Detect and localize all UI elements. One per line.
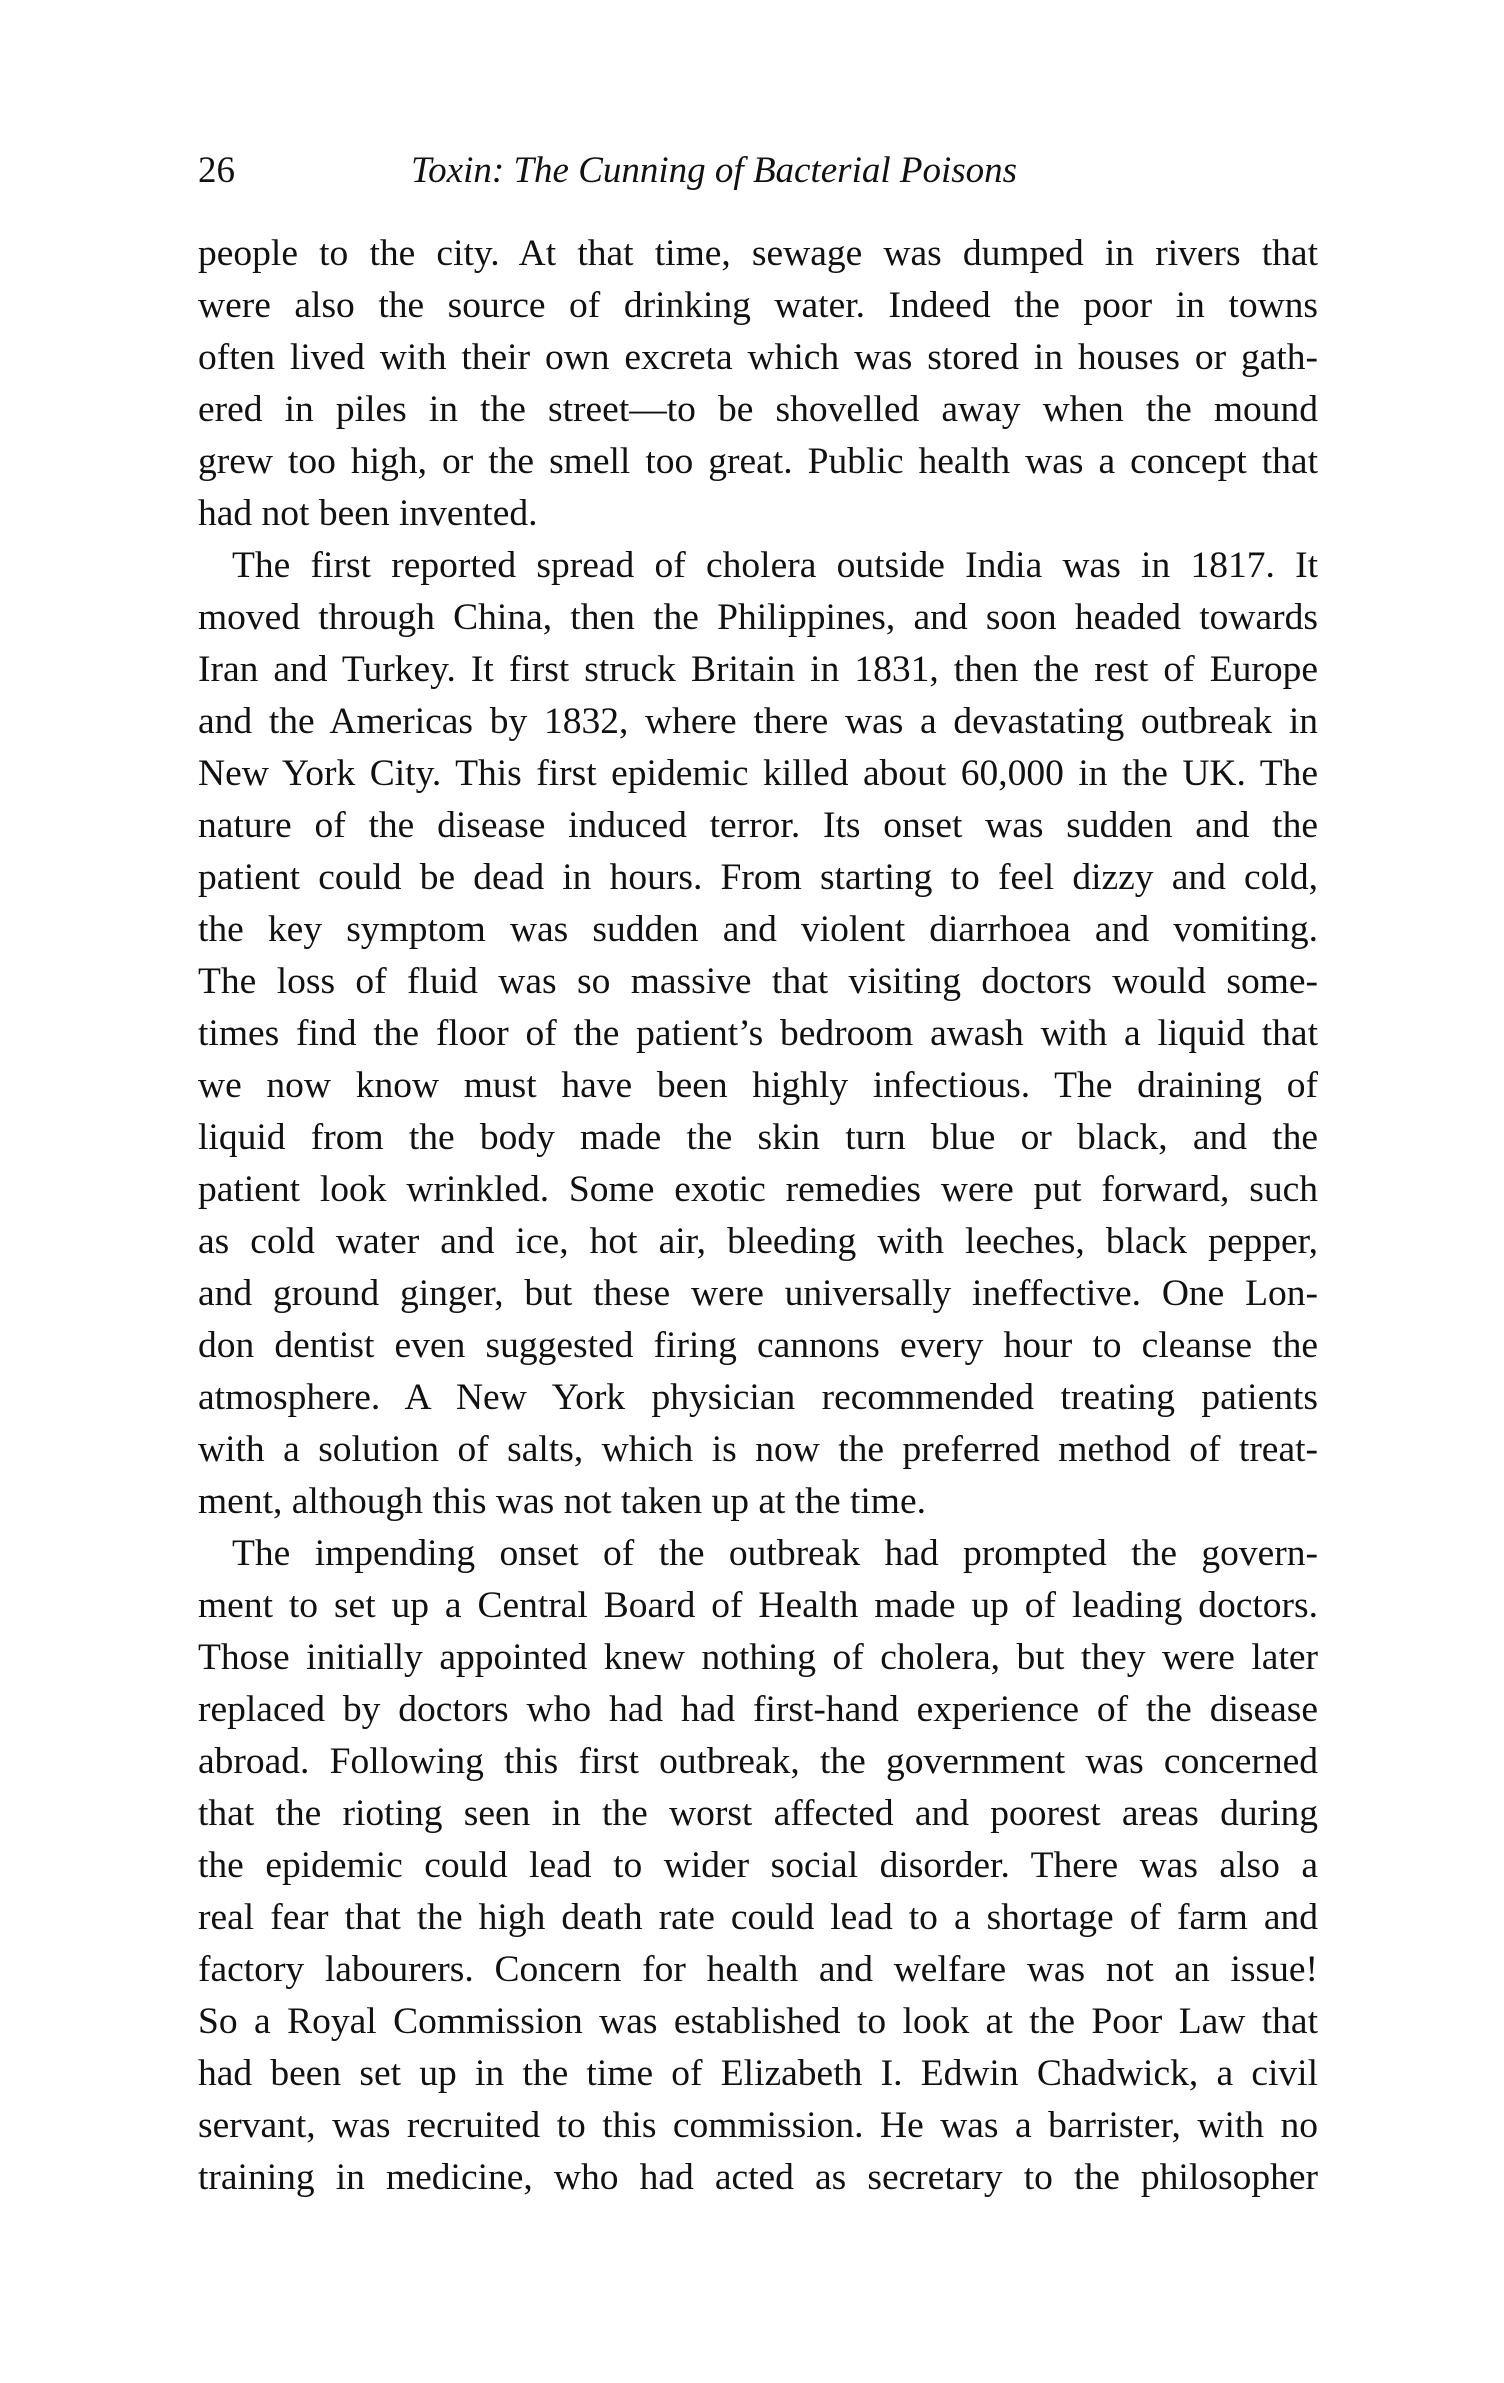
text-line: [198, 1268, 1318, 1320]
text-line-content: patient could be dead in hours. From starting to feel dizzy and cold,: [198, 857, 1318, 898]
text-line: [198, 280, 1318, 332]
text-line: [198, 1736, 1318, 1788]
text-line: [198, 1372, 1318, 1424]
text-line-content: New York City. This first epidemic killed about 60,000 in the UK. The: [198, 753, 1318, 794]
text-line-content: patient look wrinkled. Some exotic remedies were put forward, such: [198, 1169, 1318, 1210]
text-line-content: The impending onset of the outbreak had prompted the govern-: [232, 1533, 1318, 1574]
text-line-content: ered in piles in the street—to be shovelled away when the mound: [198, 389, 1318, 430]
paragraph: [198, 1528, 1318, 2204]
text-line-content: moved through China, then the Philippines, and soon headed towards: [198, 597, 1318, 638]
text-line-content: and ground ginger, but these were universally ineffective. One Lon-: [198, 1273, 1318, 1314]
text-line-content: the key symptom was sudden and violent diarrhoea and vomiting.: [198, 909, 1318, 950]
text-line: [198, 228, 1318, 280]
text-line: [198, 1632, 1318, 1684]
text-line-content: as cold water and ice, hot air, bleeding with leeches, black pepper,: [198, 1221, 1318, 1262]
text-line: [198, 800, 1318, 852]
text-line: [198, 332, 1318, 384]
text-line: [198, 436, 1318, 488]
text-line-content: don dentist even suggested firing cannons every hour to cleanse the: [198, 1325, 1318, 1366]
text-line-content: So a Royal Commission was established to look at the Poor Law that: [198, 2001, 1318, 2042]
text-line-content: training in medicine, who had acted as secretary to the philosopher: [198, 2157, 1318, 2198]
text-line: [198, 2100, 1318, 2152]
text-line: [198, 748, 1318, 800]
text-line: [198, 1944, 1318, 1996]
text-line: [198, 1112, 1318, 1164]
text-line-content: that the rioting seen in the worst affected and poorest areas during: [198, 1793, 1318, 1834]
text-line-content: abroad. Following this first outbreak, the government was concerned: [198, 1741, 1318, 1782]
text-line-content: had not been invented.: [198, 493, 538, 534]
text-line: [198, 1424, 1318, 1476]
text-line: [198, 2152, 1318, 2204]
text-line: [198, 696, 1318, 748]
body-text: [198, 228, 1318, 2204]
text-line-content: servant, was recruited to this commission. He was a barrister, with no: [198, 2105, 1318, 2146]
text-line-content: liquid from the body made the skin turn blue or black, and the: [198, 1117, 1318, 1158]
text-line-content: The loss of fluid was so massive that visiting doctors would some-: [198, 961, 1318, 1002]
text-line-content: ment, although this was not taken up at the time.: [198, 1481, 926, 1522]
text-line-content: factory labourers. Concern for health and welfare was not an issue!: [198, 1949, 1318, 1990]
text-line-content: atmosphere. A New York physician recommended treating patients: [198, 1377, 1318, 1418]
text-line: [198, 1684, 1318, 1736]
text-line: [198, 1528, 1318, 1580]
text-line: [198, 956, 1318, 1008]
text-line-content: had been set up in the time of Elizabeth I. Edwin Chadwick, a civil: [198, 2053, 1318, 2094]
running-header: [198, 146, 1318, 196]
text-line-content: ment to set up a Central Board of Health made up of leading doctors.: [198, 1585, 1318, 1626]
text-line: [198, 1320, 1318, 1372]
paragraph: [198, 228, 1318, 540]
text-line: [198, 1892, 1318, 1944]
text-line: [198, 384, 1318, 436]
text-line: [198, 644, 1318, 696]
text-line: [198, 1008, 1318, 1060]
text-line-content: were also the source of drinking water. Indeed the poor in towns: [198, 285, 1318, 326]
text-line-content: times find the floor of the patient’s bedroom awash with a liquid that: [198, 1013, 1318, 1054]
text-line: [198, 1060, 1318, 1112]
text-line: [198, 852, 1318, 904]
text-line: [198, 1996, 1318, 2048]
text-line: [198, 1164, 1318, 1216]
text-line-content: grew too high, or the smell too great. Public health was a concept that: [198, 441, 1318, 482]
text-line-content: with a solution of salts, which is now the preferred method of treat-: [198, 1429, 1318, 1470]
text-line-content: often lived with their own excreta which was stored in houses or gath-: [198, 337, 1318, 378]
text-line-content: Those initially appointed knew nothing of cholera, but they were later: [198, 1637, 1318, 1678]
text-line-content: The first reported spread of cholera outside India was in 1817. It: [232, 545, 1318, 586]
text-line-content: and the Americas by 1832, where there was a devastating outbreak in: [198, 701, 1318, 742]
text-line: [198, 904, 1318, 956]
text-line: [198, 1580, 1318, 1632]
text-line-content: we now know must have been highly infectious. The draining of: [198, 1065, 1318, 1106]
text-line-content: the epidemic could lead to wider social disorder. There was also a: [198, 1845, 1318, 1886]
text-line-content: replaced by doctors who had had first-hand experience of the disease: [198, 1689, 1318, 1730]
text-line-content: nature of the disease induced terror. Its onset was sudden and the: [198, 805, 1318, 846]
page-number: 26: [198, 150, 235, 191]
text-line-content: real fear that the high death rate could lead to a shortage of farm and: [198, 1897, 1318, 1938]
text-line: [198, 540, 1318, 592]
text-line: [198, 1216, 1318, 1268]
text-line: [198, 2048, 1318, 2100]
text-line-content: people to the city. At that time, sewage was dumped in rivers that: [198, 233, 1318, 274]
text-line: [198, 1476, 1318, 1528]
running-title: Toxin: The Cunning of Bacterial Poisons: [411, 150, 1018, 191]
text-line-content: Iran and Turkey. It first struck Britain in 1831, then the rest of Europe: [198, 649, 1318, 690]
text-line: [198, 488, 1318, 540]
text-line: [198, 1788, 1318, 1840]
text-line: [198, 1840, 1318, 1892]
text-line: [198, 592, 1318, 644]
paragraph: [198, 540, 1318, 1528]
